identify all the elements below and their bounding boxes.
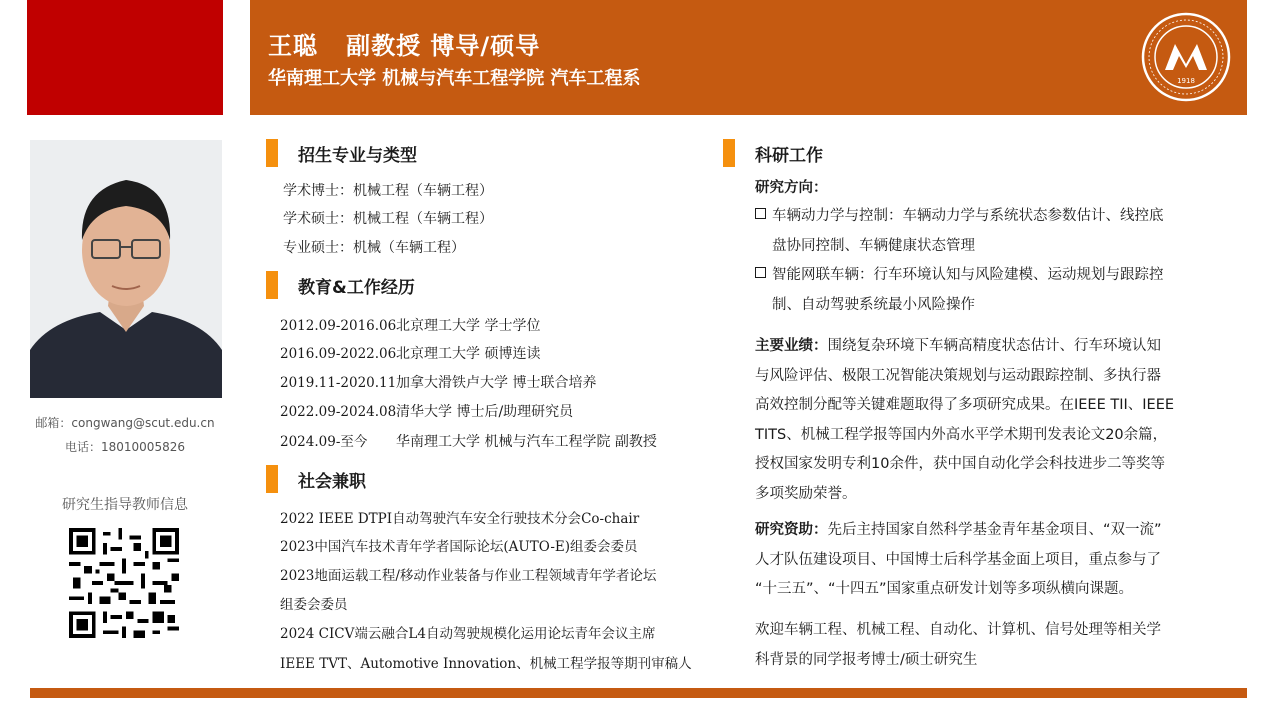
- section-title-research: 科研工作: [755, 145, 823, 166]
- service-line: 2023地面运载工程/移动作业装备与作业工程领域青年学者论坛: [280, 568, 657, 584]
- achievements-line: 多项奖励荣誉。: [755, 485, 857, 502]
- experience-desc: 华南理工大学 机械与汽车工程学院 副教授: [396, 434, 657, 450]
- section-header-admissions: [266, 139, 417, 167]
- experience-item: [280, 401, 573, 421]
- header-band: [250, 0, 1247, 115]
- experience-desc: 北京理工大学 学士学位: [396, 318, 541, 334]
- funding-line: 人才队伍建设项目、中国博士后科学基金面上项目，重点参与了: [755, 551, 1161, 568]
- service-line: 组委会委员: [280, 597, 348, 613]
- direction-line: 车辆动力学与控制：车辆动力学与系统状态参数估计、线控底: [772, 208, 1164, 224]
- section-title-service: 社会兼职: [298, 471, 366, 492]
- admission-item: 学术博士：机械工程（车辆工程）: [283, 183, 493, 199]
- section-marker: [723, 139, 735, 167]
- direction-line: 盘协同控制、车辆健康状态管理: [772, 237, 975, 254]
- achievements-line: 高效控制分配等关键难题取得了多项研究成果。在IEEE TII、IEEE: [755, 397, 1175, 413]
- achievements-label: 主要业绩：: [755, 338, 828, 354]
- phone: 电话：18010005826: [65, 440, 185, 454]
- position-title: 副教授 博导/硕导: [346, 32, 541, 60]
- funding-line: “十三五”、“十四五”国家重点研发计划等多项纵横向课题。: [755, 581, 1134, 597]
- experience-item: [280, 343, 540, 363]
- experience-item: [280, 430, 657, 451]
- section-title-admissions: 招生专业与类型: [298, 145, 417, 166]
- qr-title: 研究生指导教师信息: [62, 497, 188, 513]
- qr-code-icon[interactable]: [69, 528, 179, 638]
- section-marker: [266, 465, 278, 493]
- research-direction-item: [755, 202, 1225, 261]
- experience-date: 2022.09-2024.08: [280, 404, 397, 420]
- person-name: 王聪: [268, 32, 318, 60]
- funding-paragraph: [755, 516, 1225, 605]
- checkbox-bullet-icon: [755, 267, 766, 278]
- section-header-research: [723, 139, 823, 167]
- achievements-paragraph: [755, 332, 1225, 509]
- research-direction-item: [755, 261, 1225, 320]
- experience-date: 2012.09-2016.06: [280, 318, 397, 334]
- affiliation: 华南理工大学 机械与汽车工程学院 汽车工程系: [268, 68, 641, 89]
- section-header-service: [266, 465, 366, 493]
- achievements-line: 授权国家发明专利10余件，获中国自动化学会科技进步二等奖等: [755, 456, 1165, 472]
- research-direction-label: 研究方向：: [755, 180, 828, 196]
- checkbox-bullet-icon: [755, 208, 766, 219]
- experience-desc: 加拿大滑铁卢大学 博士联合培养: [396, 375, 597, 391]
- decorative-red-block: [27, 0, 223, 115]
- experience-desc: 北京理工大学 硕博连读: [396, 346, 541, 362]
- welcome-line: 科背景的同学报考博士/硕士研究生: [755, 651, 978, 668]
- direction-line: 智能网联车辆：行车环境认知与风险建模、运动规划与跟踪控: [772, 267, 1164, 283]
- achievements-line: 围绕复杂环境下车辆高精度状态估计、行车环境认知: [827, 338, 1161, 354]
- section-title-experience: 教育&工作经历: [298, 277, 415, 298]
- funding-label: 研究资助：: [755, 522, 828, 538]
- experience-date: 2024.09-至今: [280, 434, 368, 450]
- funding-line: 先后主持国家自然科学基金青年基金项目、“双一流”: [827, 522, 1162, 538]
- direction-line: 制、自动驾驶系统最小风险操作: [772, 296, 975, 313]
- profile-photo: [30, 140, 222, 398]
- service-line: 2024 CICV端云融合L4自动驾驶规模化运用论坛青年会议主席: [280, 626, 656, 642]
- service-line: 2023中国汽车技术青年学者国际论坛(AUTO-E)组委会委员: [280, 539, 638, 555]
- experience-item: [280, 315, 540, 335]
- welcome-paragraph: [755, 616, 1225, 675]
- achievements-line: TITS、机械工程学报等国内外高水平学术期刊发表论文20余篇，: [755, 426, 1168, 443]
- section-marker: [266, 271, 278, 299]
- page-title: [268, 26, 540, 61]
- service-line: IEEE TVT、Automotive Innovation、机械工程学报等期刊审稿人: [280, 656, 692, 672]
- footer-bar: [30, 688, 1247, 698]
- section-header-experience: [266, 271, 415, 299]
- experience-date: 2016.09-2022.06: [280, 346, 397, 362]
- experience-date: 2019.11-2020.11: [280, 375, 397, 391]
- experience-item: [280, 372, 596, 392]
- welcome-line: 欢迎车辆工程、机械工程、自动化、计算机、信号处理等相关学: [755, 622, 1161, 638]
- section-marker: [266, 139, 278, 167]
- admission-item: 专业硕士：机械（车辆工程）: [283, 240, 465, 256]
- achievements-line: 与风险评估、极限工况智能决策规划与运动跟踪控制、多执行器: [755, 367, 1161, 384]
- admission-item: 学术硕士：机械工程（车辆工程）: [283, 211, 493, 227]
- email: 邮箱：congwang@scut.edu.cn: [35, 416, 215, 430]
- university-emblem-icon: [1141, 12, 1231, 102]
- service-line: 2022 IEEE DTPI自动驾驶汽车安全行驶技术分会Co-chair: [280, 511, 640, 527]
- experience-desc: 清华大学 博士后/助理研究员: [396, 404, 574, 420]
- emblem-year: 1918: [1177, 77, 1195, 85]
